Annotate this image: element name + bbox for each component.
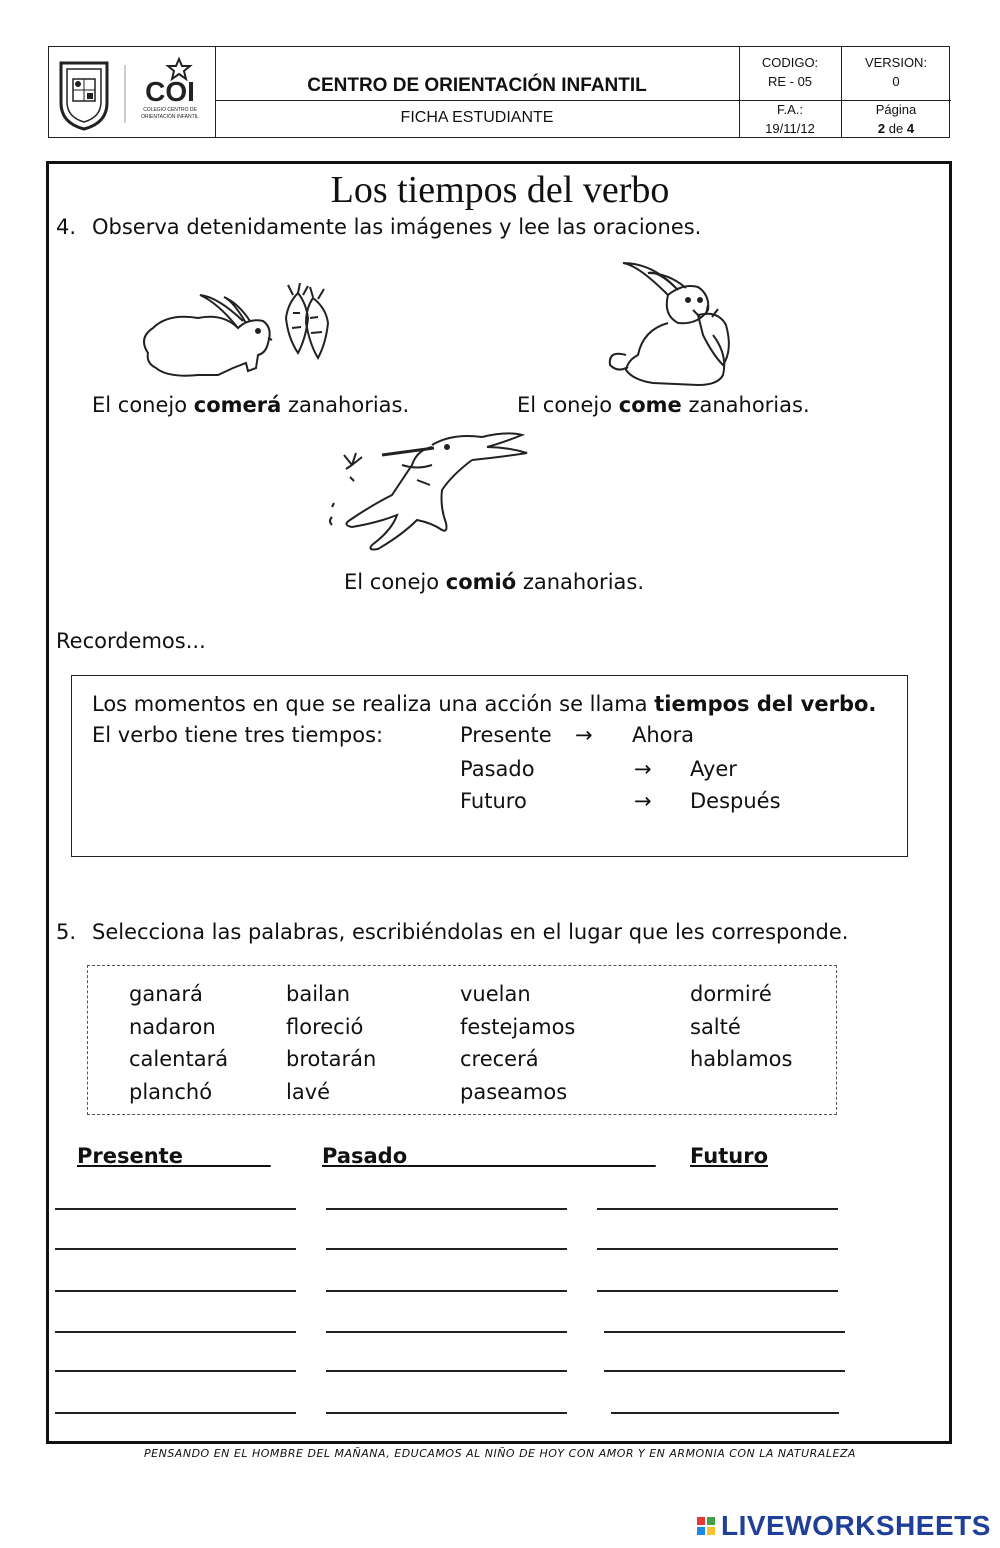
- definition-bold: tiempos del verbo.: [654, 692, 877, 716]
- word-bank-word: hablamos: [690, 1047, 793, 1071]
- codigo-cell: [739, 53, 841, 91]
- pagina-current: 2: [877, 121, 886, 136]
- pagina-cell: [841, 100, 951, 138]
- rabbit-lying-full-illustration: [322, 425, 537, 559]
- word-bank-word: floreció: [286, 1015, 364, 1039]
- answer-line-presente[interactable]: [55, 1290, 296, 1292]
- sentence-past-pre: El conejo: [344, 570, 446, 594]
- liveworksheets-watermark: [697, 1510, 991, 1542]
- sentence-present-verb: come: [618, 393, 682, 417]
- school-logo: [53, 53, 211, 133]
- tense-meaning-futuro: Después: [690, 789, 781, 813]
- answer-line-futuro[interactable]: [597, 1208, 838, 1210]
- fa-value: 19/11/12: [765, 121, 815, 136]
- tense-meaning-presente: Ahora: [632, 723, 695, 747]
- tense-name-futuro: Futuro: [460, 789, 527, 813]
- rabbit-eating-carrot-illustration: [598, 255, 748, 399]
- column-heading-presente: Presente: [77, 1144, 183, 1168]
- rabbit-with-carrots-illustration: [138, 283, 338, 392]
- exercise-4-number: 4.: [56, 215, 77, 239]
- word-bank-word: vuelan: [460, 982, 531, 1006]
- institution-name: CENTRO DE ORIENTACIÓN INFANTIL: [307, 75, 647, 96]
- sentence-future-pre: El conejo: [92, 393, 194, 417]
- tense-name-presente: Presente: [460, 723, 552, 747]
- answer-line-presente[interactable]: [55, 1412, 296, 1414]
- sentence-past-post: zanahorias.: [516, 570, 645, 594]
- sentence-future-verb: comerá: [193, 393, 282, 417]
- column-heading-pasado: Pasado: [322, 1144, 408, 1168]
- codigo-label: CODIGO:: [761, 55, 819, 70]
- word-bank-word: salté: [690, 1015, 741, 1039]
- liveworksheets-text: LIVEWORKSHEETS: [721, 1510, 991, 1541]
- version-value: 0: [892, 74, 900, 89]
- document-header: [48, 46, 950, 138]
- svg-text:COLEGIO CENTRO DE: COLEGIO CENTRO DE: [143, 107, 197, 113]
- page-title: Los tiempos del verbo: [330, 169, 670, 211]
- word-bank-word: crecerá: [460, 1047, 539, 1071]
- tense-meaning-pasado: Ayer: [690, 757, 737, 781]
- tense-arrow-presente: →: [575, 723, 593, 747]
- word-bank-word: bailan: [286, 982, 351, 1006]
- answer-line-presente[interactable]: [55, 1248, 296, 1250]
- word-bank-word: paseamos: [460, 1080, 568, 1104]
- pagina-total: 4: [906, 121, 915, 136]
- fa-label: F.A.:: [776, 102, 803, 117]
- exercise-5-number: 5.: [56, 920, 77, 944]
- pagina-number: [841, 119, 951, 138]
- answer-line-pasado[interactable]: [326, 1290, 567, 1292]
- sheet-type: FICHA ESTUDIANTE: [400, 109, 554, 126]
- sentence-future: [92, 393, 409, 417]
- exercise-4-instruction: Observa detenidamente las imágenes y lee las oraciones.: [92, 215, 702, 239]
- sentence-present-pre: El conejo: [517, 393, 619, 417]
- logo-text: COI: [145, 76, 195, 107]
- answer-line-pasado[interactable]: [326, 1370, 567, 1372]
- sentence-present-post: zanahorias.: [681, 393, 810, 417]
- answer-line-futuro[interactable]: [597, 1290, 838, 1292]
- answer-line-pasado[interactable]: [326, 1248, 567, 1250]
- answer-line-futuro[interactable]: [597, 1248, 838, 1250]
- svg-text:ORIENTACIÓN INFANTIL: ORIENTACIÓN INFANTIL: [141, 114, 199, 120]
- answer-line-futuro[interactable]: [604, 1331, 845, 1333]
- fa-cell: [739, 100, 841, 138]
- version-cell: [841, 53, 951, 91]
- word-bank-word: planchó: [129, 1080, 213, 1104]
- word-bank-word: dormiré: [690, 982, 772, 1006]
- word-bank-word: calentará: [129, 1047, 229, 1071]
- answer-line-presente[interactable]: [55, 1370, 296, 1372]
- answer-line-pasado[interactable]: [326, 1208, 567, 1210]
- footer-motto: PENSANDO EN EL HOMBRE DEL MAÑANA, EDUCAMOS AL NIÑO DE HOY CON AMOR Y EN ARMONIA CON LA NATURALEZA: [144, 1447, 856, 1460]
- sentence-past: [344, 570, 644, 594]
- recordemos-heading: Recordemos...: [56, 629, 206, 653]
- word-bank-word: lavé: [286, 1080, 331, 1104]
- tenses-intro: El verbo tiene tres tiempos:: [92, 723, 384, 747]
- pagina-de: de: [888, 121, 904, 136]
- codigo-value: RE - 05: [767, 74, 813, 89]
- word-bank-word: ganará: [129, 982, 203, 1006]
- definition-text: [92, 692, 876, 716]
- answer-line-pasado[interactable]: [326, 1412, 567, 1414]
- tense-arrow-futuro: →: [634, 789, 652, 813]
- sentence-future-post: zanahorias.: [281, 393, 410, 417]
- liveworksheets-logo-icon: [697, 1517, 715, 1535]
- pagina-label: Página: [875, 102, 917, 117]
- answer-line-presente[interactable]: [55, 1331, 296, 1333]
- exercise-5-instruction: Selecciona las palabras, escribiéndolas en el lugar que les corresponde.: [92, 920, 849, 944]
- answer-line-futuro[interactable]: [611, 1412, 839, 1414]
- answer-line-presente[interactable]: [55, 1208, 296, 1210]
- sentence-past-verb: comió: [445, 570, 517, 594]
- word-bank-word: brotarán: [286, 1047, 377, 1071]
- answer-line-futuro[interactable]: [604, 1370, 845, 1372]
- column-heading-futuro: Futuro: [690, 1144, 769, 1168]
- tense-name-pasado: Pasado: [460, 757, 535, 781]
- version-label: VERSION:: [864, 55, 928, 70]
- definition-pre: Los momentos en que se realiza una acción se llama: [92, 692, 655, 716]
- word-bank-word: festejamos: [460, 1015, 576, 1039]
- tense-arrow-pasado: →: [634, 757, 652, 781]
- answer-line-pasado[interactable]: [326, 1331, 567, 1333]
- sentence-present: [517, 393, 810, 417]
- word-bank-word: nadaron: [129, 1015, 216, 1039]
